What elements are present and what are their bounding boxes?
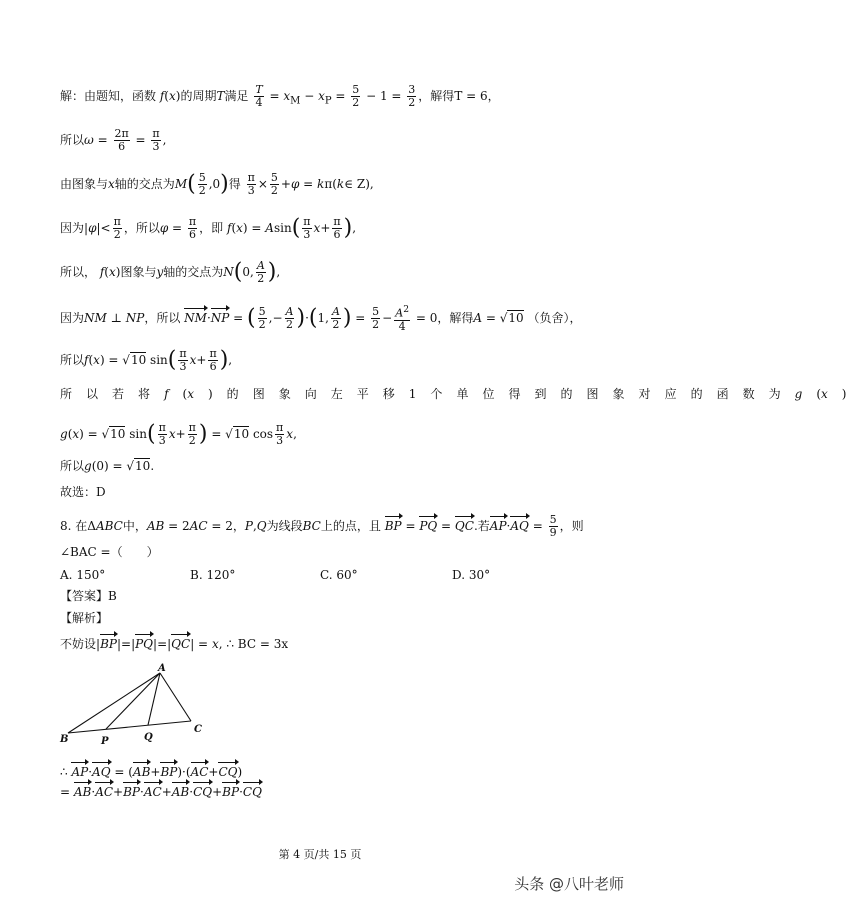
text: 图 — [586, 387, 599, 401]
text: 由图象与 — [60, 177, 109, 191]
solution-line-8: 所 以 若 将 f (x ) 的 图 象 向 左 平 移 1 个 单 位 得 到 的 图 象 对 应 的 函 数 为 g (x ) — [60, 387, 847, 401]
text: 左 — [330, 387, 343, 401]
text: 所以， — [60, 265, 97, 279]
text: 因为 — [60, 221, 85, 235]
text: 图 — [252, 387, 265, 401]
assume-line: 不妨设|BP|=|PQ|=|QC| = x, ∴ BC = 3x — [60, 637, 289, 651]
text: ，解得 — [437, 310, 474, 325]
text: 的 — [690, 387, 703, 401]
text: 函 — [716, 387, 729, 401]
answer-line: 【答案】B — [60, 589, 117, 603]
text: 以 — [86, 387, 99, 401]
text: ，则 — [559, 519, 584, 533]
vector-line-1: ∴ AP·AQ = (AB+BP)·(AC+CQ) — [60, 765, 243, 779]
text: 所 — [60, 387, 73, 401]
solution-line-7: 所以f(x) = √10 sin( $\frac{\pi}{3}$ x+ $\frac{\pi}{6}$ ), — [60, 347, 233, 373]
analysis-header: 【解析】 — [60, 611, 109, 625]
label-b: B — [60, 734, 69, 745]
solution-line-5: 所以， f(x)图象与y轴的交点为N(0, $\frac{A}{2}$ ), — [60, 259, 281, 285]
text: 满足 — [224, 89, 249, 103]
text: 个 — [430, 387, 443, 401]
text: 应 — [664, 387, 677, 401]
solution-line-11: 故选：D — [60, 485, 106, 499]
option-value: 120° — [206, 568, 236, 582]
option-label: A. — [60, 568, 73, 582]
option-value: 60° — [336, 568, 358, 582]
text: 图象与 — [120, 265, 157, 279]
question-number: 8. — [60, 519, 72, 533]
text: ，解得 — [418, 89, 455, 103]
text: 向 — [304, 387, 317, 401]
text: 到 — [534, 387, 547, 401]
text: 的周期 — [180, 89, 217, 103]
option-d[interactable] — [452, 568, 490, 582]
solution-line-3: 由图象与x轴的交点为M( $\frac{5}{2}$ ,0)得 $\frac{\pi}{3}$ × $\frac{5}{2}$ +φ = kπ(k∈ Z), — [60, 171, 374, 197]
watermark: 头条 @八叶老师 — [514, 875, 624, 893]
text: 所以 — [60, 133, 85, 147]
text: 位 — [482, 387, 495, 401]
text: 在 — [75, 519, 88, 533]
option-label: B. — [190, 568, 203, 582]
text: 若 — [112, 387, 125, 401]
text: 上的点，且 — [320, 519, 381, 533]
text: 为线段 — [266, 519, 303, 533]
text: 象 — [278, 387, 291, 401]
text: ，所以 — [144, 310, 181, 325]
text: 为 — [768, 387, 781, 401]
text: 得 — [228, 177, 241, 191]
solution-line-10: 所以g(0) = √10. — [60, 459, 155, 473]
option-b[interactable] — [190, 568, 235, 582]
solution-line-6: 因为NM ⊥ NP，所以 NM·NP = ( $\frac{5}{2}$ ,− $\frac{A}{2}$ )·(1, $\frac{A}{2}$ ) = $\frac{5}{2}$ − $\frac{A^2}{4}$ = 0，解得A = √10 （负舍）， — [60, 304, 582, 333]
solution-line-1: 解：由题知，函数 f(x)的周期T满足 $\frac{T}{4}$ = $x_M - x_P$ = $\frac{5}{2}$ − 1 = $\frac{3}{2}$ ，解得T = 6， — [60, 83, 500, 109]
text: 不妨设 — [60, 637, 97, 651]
text: 因为 — [60, 310, 85, 325]
text: 轴的交点为 — [163, 265, 224, 279]
label-a: A — [158, 663, 166, 674]
question-8-stem: 8. 在ΔABC中，AB = 2AC = 2，P,Q为线段BC上的点，且 BP = PQ = QC.若AP·AQ = $\frac{5}{9}$ ，则 — [60, 513, 584, 539]
solution-line-9: g(x) = √10 sin( $\frac{\pi}{3}$ x+ $\frac{\pi}{2}$ ) = √10 cos $\frac{\pi}{3}$ x, — [60, 421, 297, 447]
text: .若 — [473, 519, 490, 533]
text: 得 — [508, 387, 521, 401]
question-angle: ∠BAC =（ ） — [60, 545, 159, 559]
option-c[interactable] — [320, 568, 358, 582]
label-q: Q — [144, 732, 153, 743]
text: ，所以 — [123, 221, 160, 235]
text: T = 6， — [454, 89, 500, 103]
text: 将 — [138, 387, 151, 401]
option-label: C. — [320, 568, 333, 582]
text: 数 — [742, 387, 755, 401]
label-p: P — [101, 736, 109, 747]
vector-line-2: = AB·AC+BP·AC+AB·CQ+BP·CQ — [60, 785, 262, 799]
solution-line-4: 因为|φ|< $\frac{\pi}{2}$ ，所以φ = $\frac{\pi}{6}$ ，即 f(x) = Asin( $\frac{\pi}{3}$ x+ $\frac{\pi}{6}$ ), — [60, 215, 357, 241]
text: 的 — [226, 387, 239, 401]
text: BC = 3x — [237, 637, 289, 651]
text: 所以 — [60, 353, 85, 367]
text: 移 — [382, 387, 395, 401]
text: ，即 — [199, 221, 224, 235]
text: （负舍）， — [527, 310, 582, 325]
solution-line-2: 所以ω = $\frac{2\pi}{6}$ = $\frac{\pi}{3}$ , — [60, 127, 167, 153]
option-a[interactable] — [60, 568, 105, 582]
label-c: C — [194, 724, 202, 735]
text: 解：由题知，函数 — [60, 89, 157, 103]
text: 轴的交点为 — [114, 177, 175, 191]
triangle-figure — [58, 662, 228, 752]
text: 对 — [638, 387, 651, 401]
text: 的 — [560, 387, 573, 401]
text: 单 — [456, 387, 469, 401]
page-footer: 第 4 页/共 15 页 — [278, 848, 362, 861]
text: 所以 — [60, 459, 85, 473]
text: 象 — [612, 387, 625, 401]
text: 平 — [356, 387, 369, 401]
option-value: 150° — [76, 568, 106, 582]
option-label: D. — [452, 568, 466, 582]
text: 1 — [408, 387, 417, 401]
option-value: 30° — [468, 568, 491, 582]
